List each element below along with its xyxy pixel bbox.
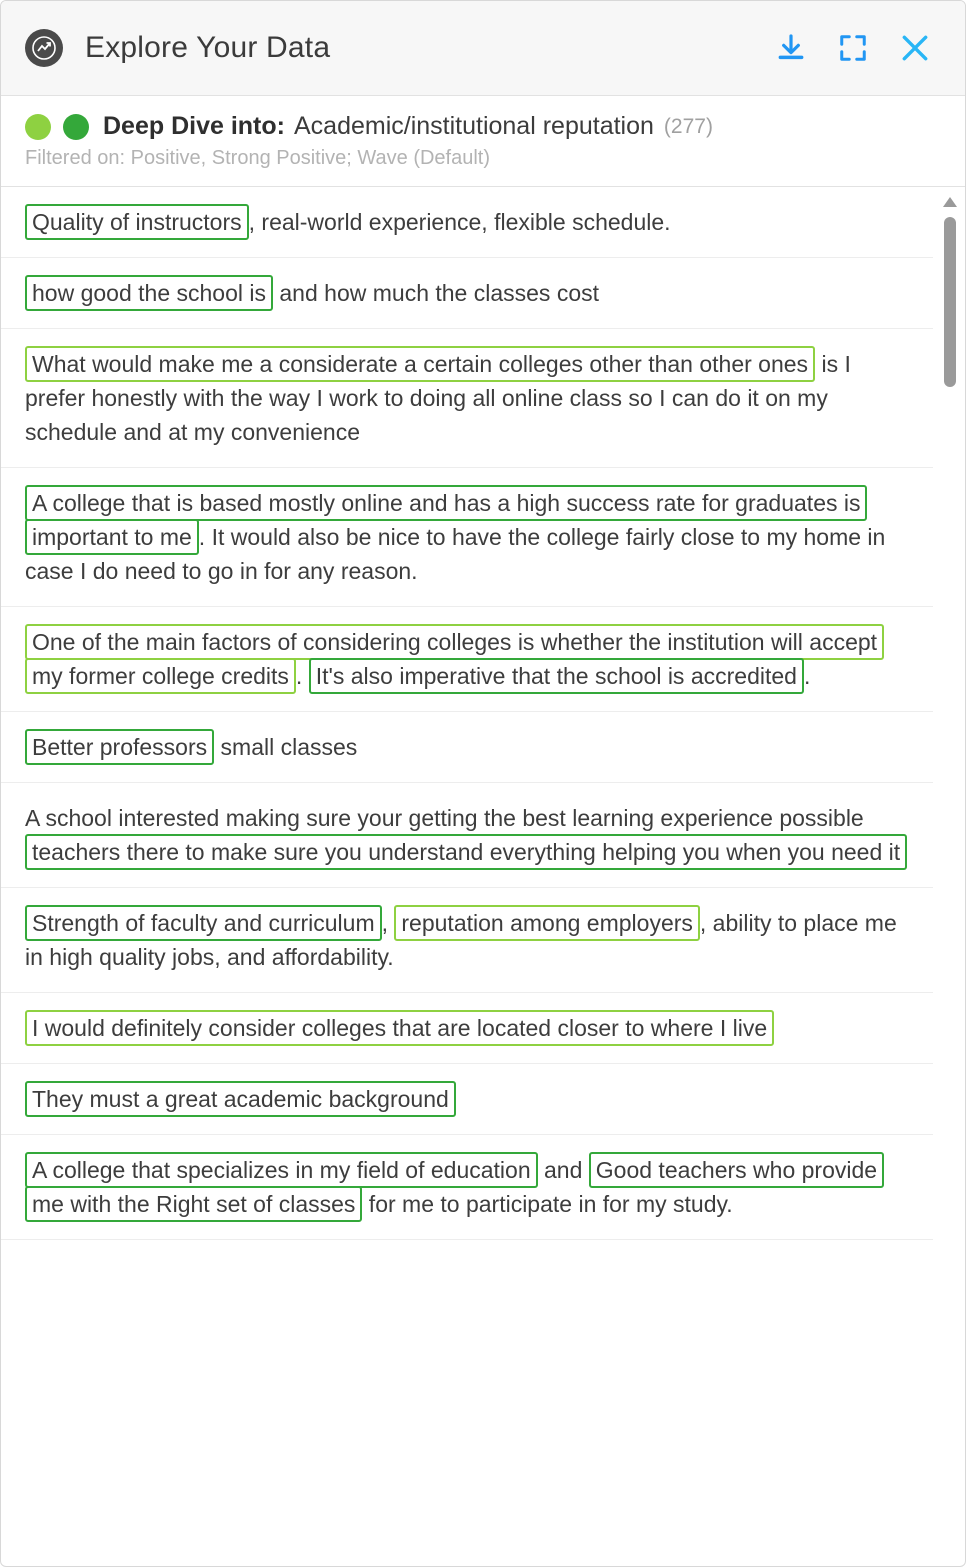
response-text-plain: small classes xyxy=(214,734,358,760)
response-text xyxy=(25,1011,909,1045)
vertical-scrollbar[interactable] xyxy=(939,187,961,1566)
highlighted-fragment[interactable]: A college that specializes in my field of education xyxy=(25,1152,538,1188)
highlighted-fragment[interactable]: Strength of faculty and curriculum xyxy=(25,905,382,941)
filter-row xyxy=(25,147,941,170)
deep-dive-value: Academic/institutional reputation xyxy=(293,112,654,140)
response-text xyxy=(25,906,909,974)
response-text xyxy=(25,1082,909,1116)
response-row[interactable] xyxy=(1,712,933,783)
response-text-plain: and xyxy=(537,1157,589,1183)
response-text-plain: , xyxy=(381,910,395,936)
filter-label: Filtered on: xyxy=(25,147,126,169)
response-text-plain: is I prefer honestly with the way I work to doing all online class so I can do it on my schedule and at my convenience xyxy=(25,351,851,445)
highlighted-fragment[interactable]: It's also imperative that the school is accredited xyxy=(309,658,804,694)
fullscreen-icon[interactable] xyxy=(829,24,877,72)
response-text xyxy=(25,347,909,449)
response-row[interactable] xyxy=(1,329,933,468)
response-row[interactable] xyxy=(1,993,933,1064)
response-text-plain: . It would also be nice to have the college fairly close to my home in case I do need to go in for any reason. xyxy=(25,524,886,584)
highlighted-fragment[interactable]: teachers there to make sure you understand everything helping you when you need it xyxy=(25,834,907,870)
scrollbar-track[interactable] xyxy=(944,217,956,1562)
response-text-plain: , ability to place me in high quality jobs, and affordability. xyxy=(25,910,897,970)
response-row[interactable] xyxy=(1,468,933,607)
response-row[interactable] xyxy=(1,607,933,712)
response-text xyxy=(25,276,909,310)
deep-dive-header xyxy=(1,96,965,187)
response-list-wrapper xyxy=(1,187,965,1566)
deep-dive-count: (277) xyxy=(663,114,713,138)
highlighted-fragment[interactable]: how good the school is xyxy=(25,275,273,311)
close-icon[interactable] xyxy=(891,24,939,72)
scrollbar-thumb[interactable] xyxy=(944,217,956,387)
response-text-plain: and how much the classes cost xyxy=(273,280,599,306)
response-text-plain: , real-world experience, flexible schedule. xyxy=(248,209,671,235)
page-title: Explore Your Data xyxy=(85,31,331,64)
deep-dive-row xyxy=(25,112,941,141)
response-text xyxy=(25,625,909,693)
highlighted-fragment[interactable]: Quality of instructors xyxy=(25,204,249,240)
highlighted-fragment[interactable]: reputation among employers xyxy=(394,905,700,941)
response-text xyxy=(25,205,909,239)
scroll-up-icon[interactable] xyxy=(939,191,961,213)
response-row[interactable] xyxy=(1,187,933,258)
response-list[interactable] xyxy=(1,187,965,1566)
sentiment-dot-strong-positive xyxy=(63,114,89,140)
deep-dive-label: Deep Dive into: xyxy=(103,112,285,140)
response-row[interactable] xyxy=(1,888,933,993)
response-row[interactable] xyxy=(1,258,933,329)
response-text xyxy=(25,801,909,869)
response-text xyxy=(25,486,909,588)
response-text-plain: for me to participate in for my study. xyxy=(362,1191,733,1217)
window-titlebar xyxy=(1,1,965,96)
response-row[interactable] xyxy=(1,1064,933,1135)
response-text xyxy=(25,1153,909,1221)
response-row[interactable] xyxy=(1,783,933,888)
highlighted-fragment[interactable]: A college that is based mostly online and has a high success rate for graduates is important to me xyxy=(25,485,867,555)
highlighted-fragment[interactable]: Better professors xyxy=(25,729,214,765)
download-icon[interactable] xyxy=(767,24,815,72)
response-text-plain: . xyxy=(295,663,309,689)
highlighted-fragment[interactable]: Good teachers who provide me with the Right set of classes xyxy=(25,1152,884,1222)
filter-value: Positive, Strong Positive; Wave (Default) xyxy=(130,147,491,169)
highlighted-fragment[interactable]: One of the main factors of considering colleges is whether the institution will accept my former college credits xyxy=(25,624,884,694)
response-row[interactable] xyxy=(1,1135,933,1240)
response-text-plain: . xyxy=(803,663,811,689)
highlighted-fragment[interactable]: What would make me a considerate a certain colleges other than other ones xyxy=(25,346,815,382)
sentiment-dot-positive xyxy=(25,114,51,140)
highlighted-fragment[interactable]: I would definitely consider colleges that are located closer to where I live xyxy=(25,1010,774,1046)
response-text xyxy=(25,730,909,764)
analytics-icon xyxy=(25,29,63,67)
highlighted-fragment[interactable]: They must a great academic background xyxy=(25,1081,456,1117)
response-text-plain: A school interested making sure your getting the best learning experience possible xyxy=(25,805,864,831)
